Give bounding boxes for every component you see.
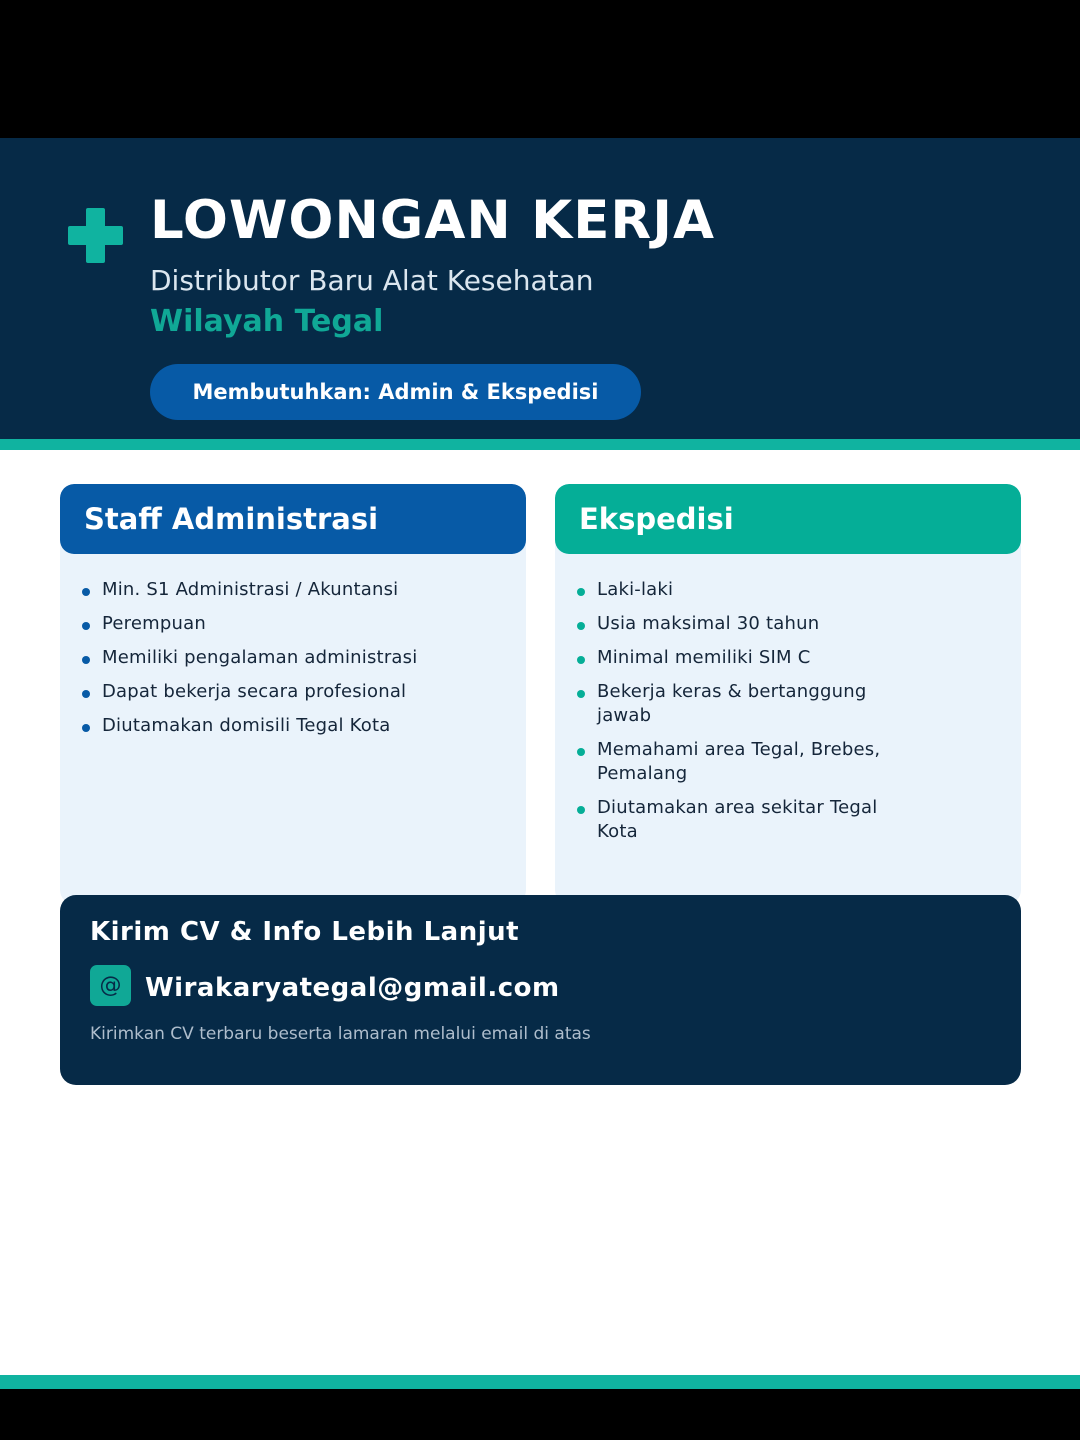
header-accent-stripe	[0, 439, 1080, 450]
requirement-item: Memiliki pengalaman administrasi	[102, 646, 440, 670]
requirement-list	[555, 554, 895, 844]
bullet-icon	[82, 690, 90, 698]
contact-panel	[60, 895, 1021, 1085]
requirement-item: Diutamakan domisili Tegal Kota	[102, 714, 440, 738]
bullet-icon	[82, 656, 90, 664]
requirement-item: Dapat bekerja secara profesional	[102, 680, 440, 704]
requirement-item: Usia maksimal 30 tahun	[597, 612, 895, 636]
requirement-list	[60, 554, 440, 738]
requirement-item: Diutamakan area sekitar Tegal Kota	[597, 796, 895, 844]
requirement-item: Minimal memiliki SIM C	[597, 646, 895, 670]
position-title: Ekspedisi	[555, 484, 1021, 554]
bullet-icon	[577, 588, 585, 596]
contact-email-link[interactable]: Wirakaryategal@gmail.com	[145, 973, 560, 1003]
requirement-item: Bekerja keras & bertanggung jawab	[597, 680, 895, 728]
bullet-icon	[577, 690, 585, 698]
contact-title: Kirim CV & Info Lebih Lanjut	[90, 917, 520, 947]
poster-subtitle: Distributor Baru Alat Kesehatan	[150, 264, 594, 297]
bullet-icon	[577, 748, 585, 756]
bullet-icon	[577, 622, 585, 630]
hiring-badge: Membutuhkan: Admin & Ekspedisi	[150, 364, 641, 420]
bullet-icon	[577, 656, 585, 664]
position-title: Staff Administrasi	[60, 484, 526, 554]
bullet-icon	[577, 806, 585, 814]
requirement-item: Laki-laki	[597, 578, 895, 602]
poster-header	[0, 138, 1080, 439]
job-poster	[0, 138, 1080, 1389]
bullet-icon	[82, 724, 90, 732]
region-label: Wilayah Tegal	[150, 304, 384, 339]
medical-cross-icon	[68, 208, 123, 263]
contact-note: Kirimkan CV terbaru beserta lamaran melalui email di atas	[90, 1024, 591, 1044]
requirement-item: Perempuan	[102, 612, 440, 636]
requirement-item: Min. S1 Administrasi / Akuntansi	[102, 578, 440, 602]
bullet-icon	[82, 622, 90, 630]
position-card-admin	[60, 484, 526, 904]
bullet-icon	[82, 588, 90, 596]
at-sign-icon: @	[90, 965, 131, 1006]
poster-title: LOWONGAN KERJA	[150, 190, 715, 251]
position-card-expedition	[555, 484, 1021, 904]
footer-accent-stripe	[0, 1375, 1080, 1389]
requirement-item: Memahami area Tegal, Brebes, Pemalang	[597, 738, 895, 786]
